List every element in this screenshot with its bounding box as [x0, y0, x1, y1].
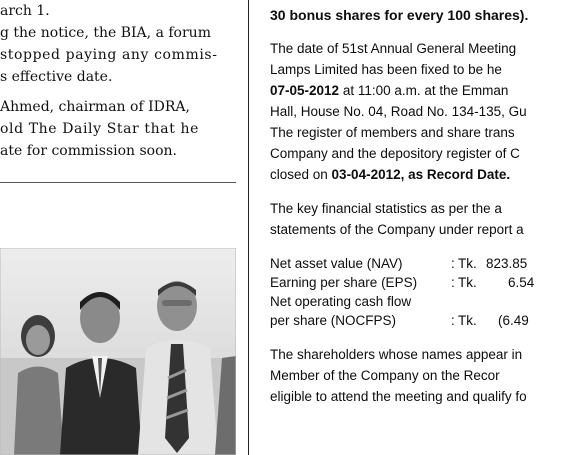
financial-colon: : — [451, 256, 455, 271]
financial-label: Earning per share (EPS) — [270, 275, 418, 290]
financial-unit: Tk. — [458, 275, 477, 290]
financial-label: per share (NOCFPS) — [270, 313, 397, 328]
agm-text-line: Company and the depository register of C — [270, 146, 520, 161]
agm-date: 07-05-2012 — [270, 83, 340, 98]
news-line: old The Daily Star that he — [0, 121, 199, 137]
record-date: 03-04-2012, as Record Date. — [331, 167, 511, 182]
financial-label: Net asset value (NAV) — [270, 256, 403, 271]
agm-notice — [270, 0, 587, 455]
financial-colon: : — [451, 313, 455, 328]
news-line: Ahmed, chairman of IDRA, — [0, 99, 190, 115]
agm-text-line: The date of 51st Annual General Meeting — [270, 41, 517, 56]
section-rule — [0, 182, 236, 183]
news-line: g the notice, the BIA, a forum — [0, 25, 211, 41]
key-stats-intro: statements of the Company under report a — [270, 222, 524, 237]
agm-time-venue: at 11:00 a.m. at the Emman — [339, 83, 509, 98]
group-photo — [0, 248, 236, 455]
financial-unit: Tk. — [458, 256, 477, 271]
financial-label: Net operating cash flow — [270, 294, 412, 309]
record-date-line — [270, 167, 510, 182]
shareholders-line: The shareholders whose names appear in — [270, 347, 523, 362]
financial-unit: Tk. — [458, 313, 477, 328]
news-line: s effective date. — [0, 69, 113, 85]
agm-text-line: The register of members and share trans — [270, 125, 515, 140]
record-date-prefix: closed on — [270, 167, 332, 182]
financial-value: 823.85 — [486, 256, 528, 271]
agm-text-line: Lamps Limited has been fixed to be he — [270, 62, 502, 77]
financial-value: (6.49 — [498, 313, 529, 328]
shareholders-line: eligible to attend the meeting and qualify fo — [270, 389, 527, 404]
news-column — [0, 0, 242, 455]
news-line: stopped paying any commis- — [0, 47, 218, 63]
financial-value: 6.54 — [508, 275, 535, 290]
group-photo-illustration — [0, 248, 236, 455]
column-divider — [248, 0, 249, 455]
bonus-share-line: 30 bonus shares for every 100 shares). — [270, 7, 529, 23]
agm-text-line: Hall, House No. 04, Road No. 134-135, Gu — [270, 104, 527, 119]
key-stats-intro: The key financial statistics as per the a — [270, 201, 502, 216]
shareholders-line: Member of the Company on the Recor — [270, 368, 500, 383]
agm-date-line — [270, 83, 508, 98]
news-line: arch 1. — [0, 3, 50, 19]
news-line: ate for commission soon. — [0, 143, 178, 159]
financial-colon: : — [451, 275, 455, 290]
